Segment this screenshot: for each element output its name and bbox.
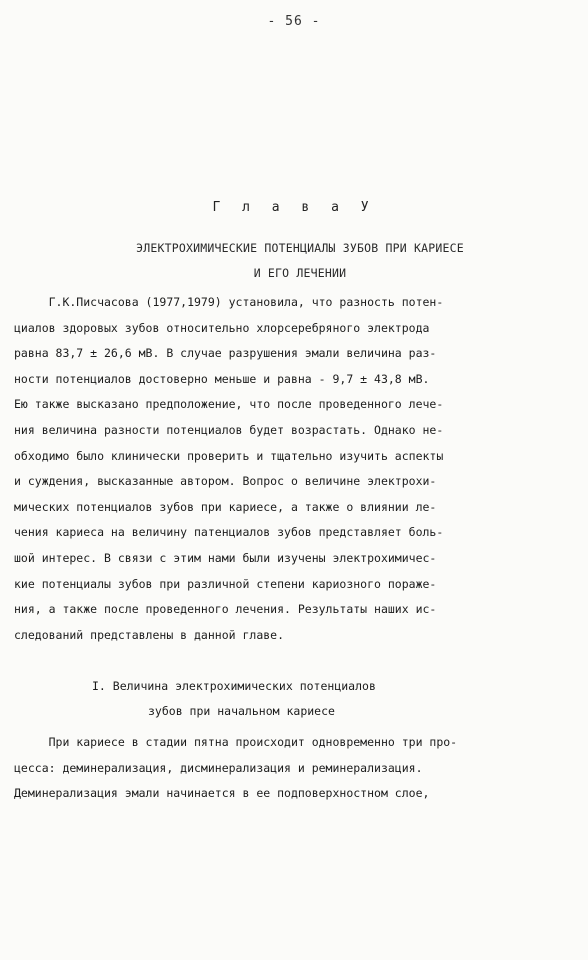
page-number: - 56 - <box>267 14 321 29</box>
text-line: ности потенциалов достоверно меньше и равна - 9,7 ± 43,8 мВ. <box>14 371 430 386</box>
section-heading <box>0 674 588 724</box>
text-line: Г.К.Писчасова (1977,1979) установила, что разность потен- <box>14 295 444 309</box>
text-line: цесса: деминерализация, дисминерализация и реминерализация. <box>14 760 423 775</box>
text-line: чения кариеса на величину патенциалов зубов представляет боль- <box>14 525 444 540</box>
text-line: и суждения, высказанные автором. Вопрос о величине электрохи- <box>14 474 437 489</box>
text-line: При кариесе в стадии пятна происходит одновременно три про- <box>14 735 458 749</box>
text-line: следований представлены в данной главе. <box>14 627 285 642</box>
text-line: ния величина разности потенциалов будет возрастать. Однако не- <box>14 422 444 437</box>
text-line: шой интерес. В связи с этим нами были изучены электрохимичес- <box>14 550 437 565</box>
text-line: Деминерализация эмали начинается в ее подповерхностном слое, <box>14 786 430 801</box>
section-heading-line: I. Величина электрохимических потенциалов <box>92 679 376 693</box>
section-heading-line: зубов при начальном кариесе <box>148 704 335 718</box>
chapter-title-line: И ЕГО ЛЕЧЕНИИ <box>253 266 347 280</box>
text-line: Ею также высказано предположение, что после проведенного лече- <box>14 397 444 412</box>
chapter-label: Г л а в а У <box>212 200 376 215</box>
text-line: кие потенциалы зубов при различной степени кариозного пораже- <box>14 576 437 591</box>
intro-paragraph <box>14 290 534 648</box>
text-line: равна 83,7 ± 26,6 мВ. В случае разрушения эмали величина раз- <box>14 346 437 361</box>
text-line: мических потенциалов зубов при кариесе, а также о влиянии ле- <box>14 499 437 514</box>
text-line: обходимо было клинически проверить и тщательно изучить аспекты <box>14 448 444 463</box>
text-line: циалов здоровых зубов относительно хлорсеребряного электрода <box>14 320 430 335</box>
text-line: ния, а также после проведенного лечения. Результаты наших ис- <box>14 602 437 617</box>
section-paragraph <box>14 730 534 807</box>
chapter-title <box>40 236 560 286</box>
chapter-title-line: ЭЛЕКТРОХИМИЧЕСКИЕ ПОТЕНЦИАЛЫ ЗУБОВ ПРИ КАРИЕСЕ <box>136 241 464 255</box>
